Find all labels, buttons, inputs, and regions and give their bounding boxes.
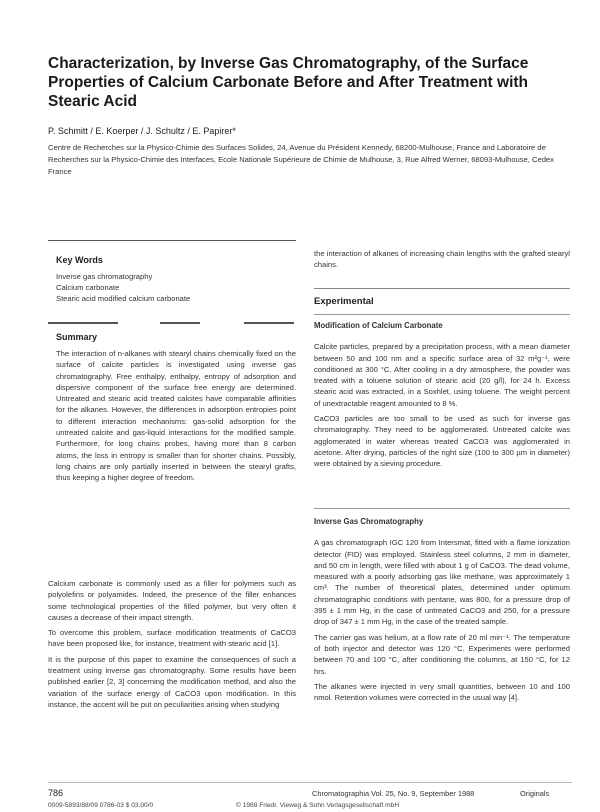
body-paragraph: The carrier gas was helium, at a flow rate of 20 ml min⁻¹. The temperature of both injector and detector was 120 °C. Experiments were performed between 70 and 100 °C, after conditioning the columns, at 150 °C, for 12 hrs. — [314, 632, 570, 676]
keyword-item: Calcium carbonate — [56, 283, 120, 292]
summary-section — [48, 322, 294, 484]
left-body — [48, 578, 296, 714]
keyword-item: Stearic acid modified calcium carbonate — [56, 294, 191, 303]
intro-continuation: the interaction of alkanes of increasing chain lengths with the grafted stearyl chains. — [314, 249, 570, 270]
affiliation: Centre de Recherches sur la Physico-Chimie des Surfaces Solides, 24, Avenue du Président Kennedy, 68200-Mulhouse, France and Laboratoire de Recherches sur la Physico-Chimie des Interfaces, Ecole Nationale Supérieure de Chimie de Mulhouse, 3, Rue Alfred Werner, 68093-Mulhouse, Cedex France — [48, 143, 554, 176]
article-type: Originals — [520, 789, 550, 798]
issn: 0009-5893/88/09 0786-03 $ 03.00/0 — [48, 802, 154, 809]
authors: P. Schmitt / E. Koerper / J. Schultz / E. Papirer* — [48, 126, 236, 136]
experimental-rule — [314, 288, 570, 289]
keywords-box — [48, 240, 296, 317]
experimental-heading: Experimental — [314, 296, 374, 307]
summary-text: The interaction of n-alkanes with stearyl chains chemically fixed on the surface of calcite particles is investigated using inverse gas chromatography. Free enthalpy, enthalpy, entropy of adsorption and dispersive component of the surface free energy are determined. Untreated and stearic acid treated calcites have comparable affinities for the alkanes. However, the differences in adsorption entropies point to different interaction mechanisms: gas-solid adsorption for the untreated calcite and gas-liquid interactions for the modified sample. Furthermore, for long chains probes, having more than 8 carbon atoms, the loss in entropy is smaller than for shorter chains. Possibly, long chains are only partially inserted in between the stearyl grafts, thus keeping a higher degree of freedom. — [56, 349, 296, 483]
body-paragraph: Calcite particles, prepared by a precipitation process, with a mean diameter between 50 and 100 nm and a specific surface area of 32 m²g⁻¹, were conditioned at 300 °C. After cooling in a dry atmosphere, the powder was treated with a toluene solution of stearic acid (20 g/l), for 24 h. Excess stearic acid was extracted, in a Soxhlet, using toluene. The weight percent of unextractable reagent amounted to 8 %. — [314, 342, 570, 408]
keywords-heading: Key Words — [56, 255, 103, 265]
keyword-item: Inverse gas chromatography — [56, 272, 153, 281]
subsection-rule — [314, 314, 570, 315]
igc-section — [314, 516, 570, 707]
body-paragraph: A gas chromatograph IGC 120 from Intersmat, fitted with a flame ionization detector (FID) was employed. Stainless steel columns, 2 mm in diameter, and 50 cm in length, were filled with about 1 g of CaCO3. The dead volume, measured with a poorly adsorbing gas like methane, was approximately 1 cm³. The number of theoretical plates, determined under optimum chromatographic conditions with pentane, was 800, for a pressure drop of 395 ± 1 mm Hg, in the case of untreated CaCO3 and 250, for a pressure drop of 347 ± 1 mm Hg, in the case of the treated sample. — [314, 538, 570, 627]
footer-rule — [48, 782, 572, 783]
summary-heading: Summary — [56, 332, 98, 342]
body-paragraph: CaCO3 particles are too small to be used as such for inverse gas chromatography. They need to be agglomerated. Untreated calcite was agglomerated in water whereas treated CaCO3 was agglomerated in acetone. After drying, particles of the right size (100 to 300 µm in diameter) were obtained by a sieving procedure. — [314, 414, 570, 469]
body-paragraph: Calcium carbonate is commonly used as a filler for polymers such as polyolefins or polyamides. Indeed, the presence of the filler enhances some technological properties of the filled polymer, but very often it causes a decrease of their impact strength. — [48, 579, 296, 622]
body-paragraph: To overcome this problem, surface modification treatments of CaCO3 have been proposed like, for instance, treatment with stearic acid [1]. — [48, 628, 296, 649]
igc-heading: Inverse Gas Chromatography — [314, 517, 424, 526]
body-paragraph: It is the purpose of this paper to examine the consequences of such a treatment using inverse gas chromatography. Some results have been published earlier [2, 3] concerning the modification method, and also the variation of the surface energy of CaCO3 upon modification. In this instance, the accent will be put on peculiarities arising when studying — [48, 654, 296, 709]
journal-reference: Chromatographia Vol. 25, No. 9, September 1988 — [312, 789, 475, 798]
modification-heading: Modification of Calcium Carbonate — [314, 321, 443, 330]
paper-title: Characterization, by Inverse Gas Chromatography, of the Surface Properties of Calcium Carbonate Before and After Treatment with Stearic Acid — [48, 55, 529, 110]
experimental-section — [314, 296, 570, 307]
subsection-rule — [314, 508, 570, 509]
copyright: © 1988 Friedr. Vieweg & Sohn Verlagsgesellschaft mbH — [236, 802, 400, 809]
modification-section — [314, 320, 570, 474]
body-paragraph: The alkanes were injected in very small quantities, between 10 and 100 nmol. Retention volumes were corrected in the usual way [4]. — [314, 681, 570, 703]
page-number: 786 — [48, 788, 64, 798]
right-column — [314, 248, 570, 275]
